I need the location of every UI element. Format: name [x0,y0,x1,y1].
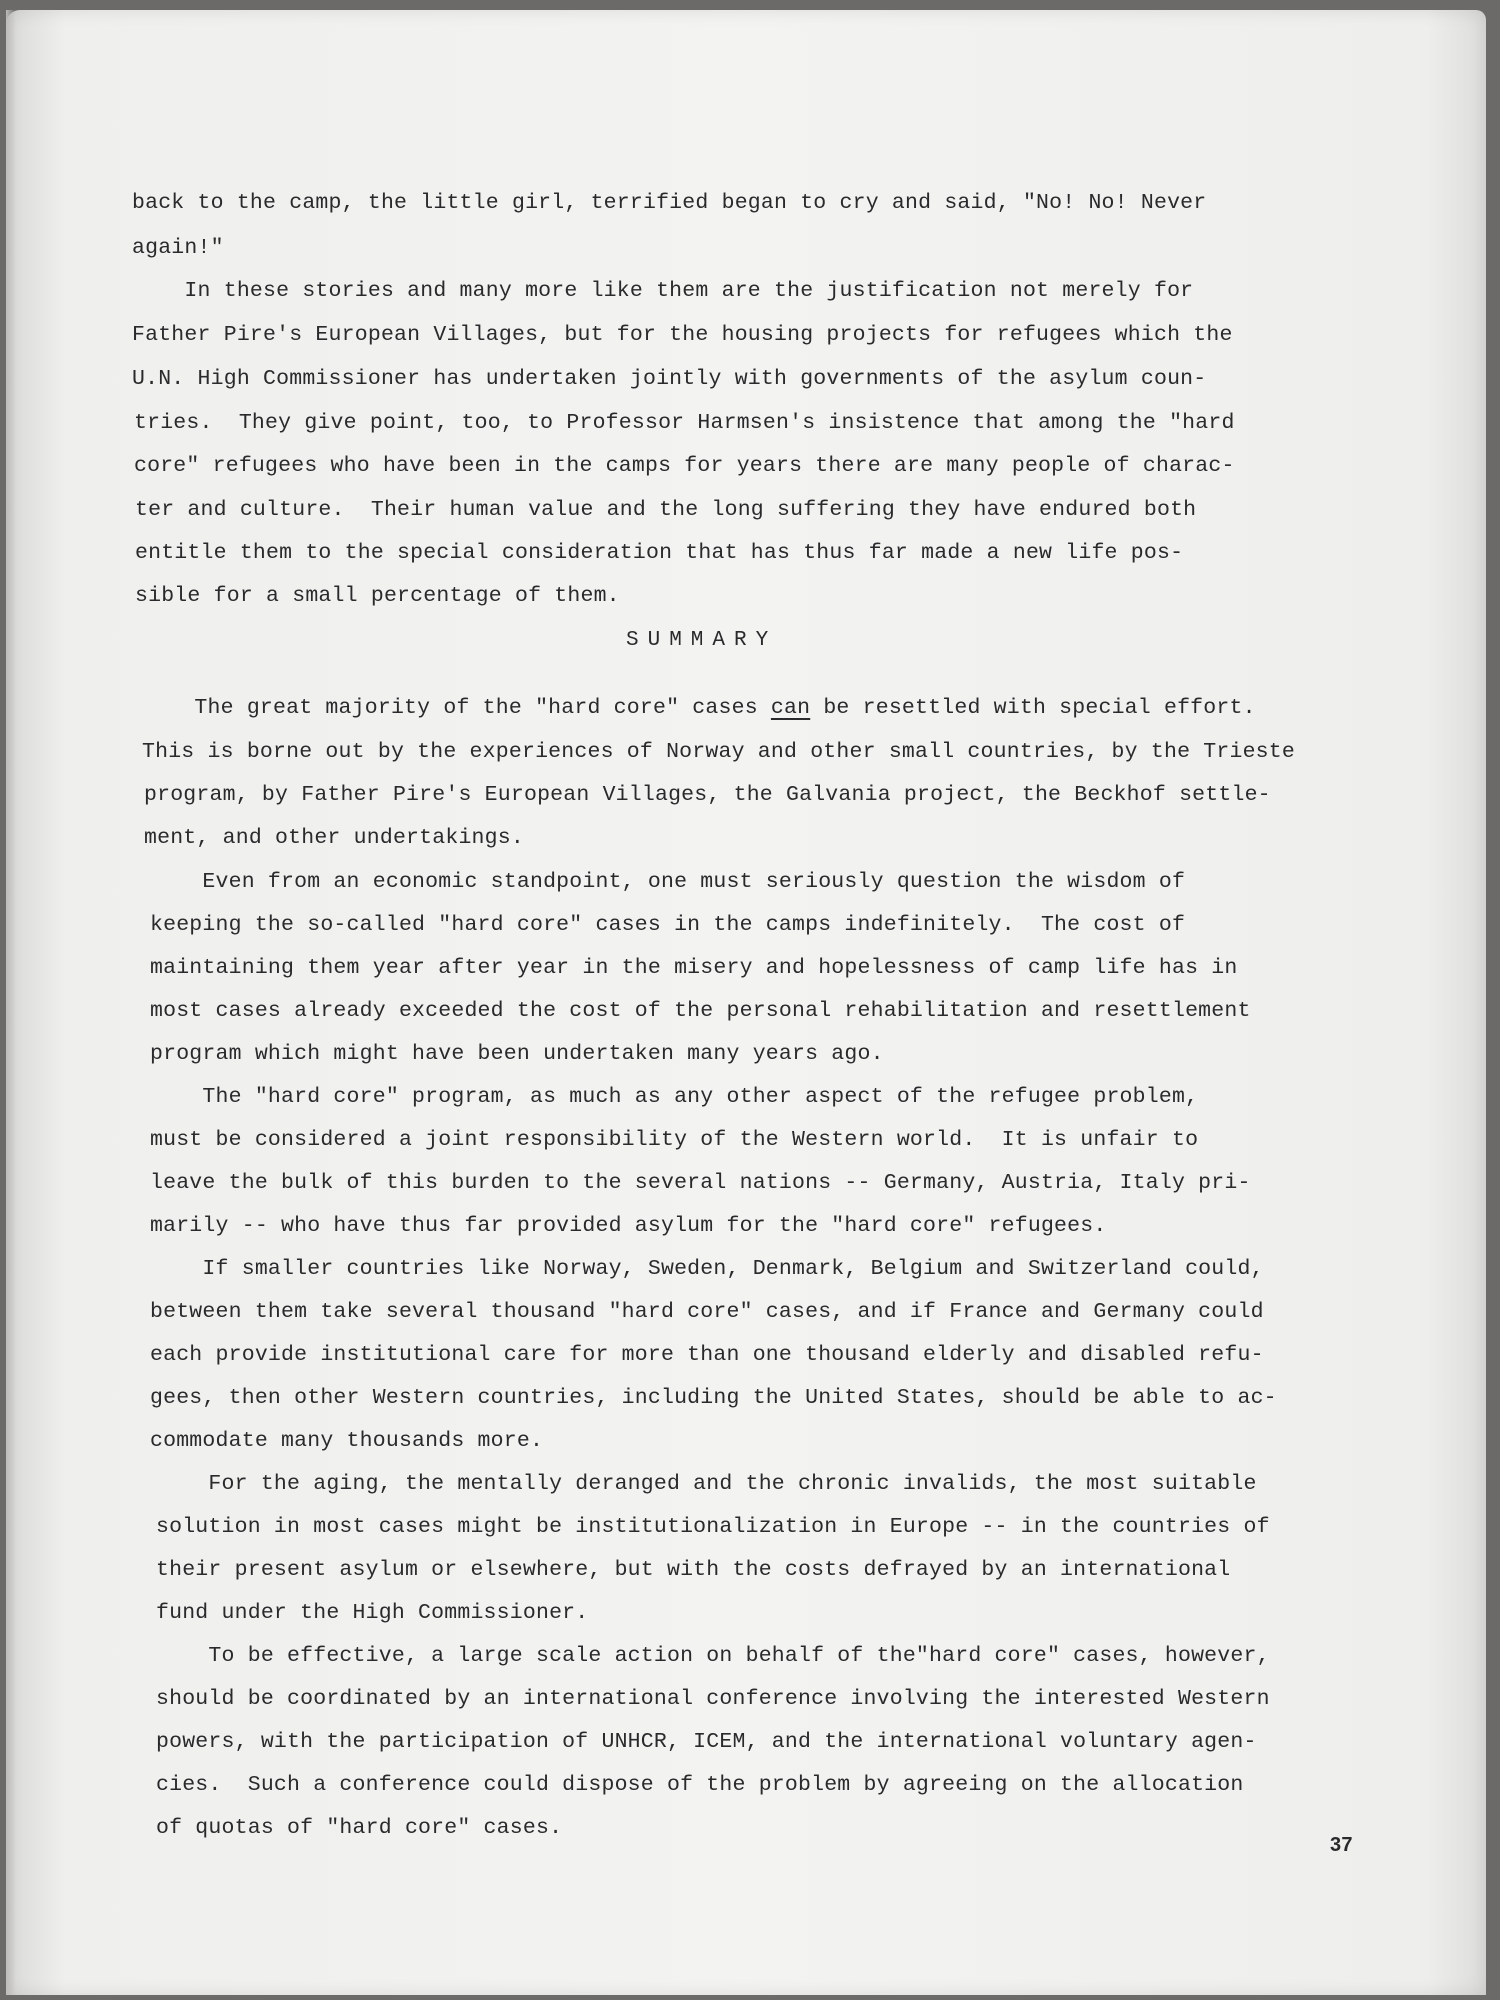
text-line: For the aging, the mentally deranged and the chronic invalids, the most suitable [156,1472,1257,1496]
text-line: program, by Father Pire's European Villages, the Galvania project, the Beckhof settle- [144,783,1271,807]
text-line: To be effective, a large scale action on behalf of the"hard core" cases, however, [156,1644,1270,1668]
text-segment: The great majority of the "hard core" cases [142,696,771,720]
text-line: each provide institutional care for more than one thousand elderly and disabled refu- [150,1343,1264,1367]
text-line: ter and culture. Their human value and the long suffering they have endured both [135,498,1197,522]
text-line: entitle them to the special consideration that has thus far made a new life pos- [135,541,1184,565]
underlined-word: can [770,696,811,720]
text-line: Father Pire's European Villages, but for the housing projects for refugees which the [132,323,1233,347]
text-line: leave the bulk of this burden to the several nations -- Germany, Austria, Italy pri- [150,1171,1251,1195]
text-line: gees, then other Western countries, including the United States, should be able to ac- [150,1386,1277,1410]
text-line: fund under the High Commissioner. [156,1601,589,1625]
text-line: must be considered a joint responsibility of the Western world. It is unfair to [150,1128,1199,1152]
text-line: Even from an economic standpoint, one must seriously question the wisdom of [150,870,1186,894]
text-line: The "hard core" program, as much as any other aspect of the refugee problem, [150,1085,1199,1109]
text-line: of quotas of "hard core" cases. [156,1816,563,1840]
text-line: cies. Such a conference could dispose of the problem by agreeing on the allocation [156,1773,1244,1797]
text-line: ment, and other undertakings. [144,826,524,850]
text-line [142,698,1256,720]
page-number: 37 [1330,1834,1353,1856]
text-line: In these stories and many more like them are the justification not merely for [132,279,1194,303]
text-line: powers, with the participation of UNHCR, ICEM, and the international voluntary agen- [156,1730,1257,1754]
text-line: This is borne out by the experiences of Norway and other small countries, by the Trieste [142,740,1295,764]
text-line: most cases already exceeded the cost of the personal rehabilitation and resettlement [150,999,1251,1023]
text-line: If smaller countries like Norway, Sweden, Denmark, Belgium and Switzerland could, [150,1257,1264,1281]
text-line: again!" [132,236,224,260]
text-line: commodate many thousands more. [150,1429,544,1453]
text-line: keeping the so-called "hard core" cases in the camps indefinitely. The cost of [150,913,1186,937]
text-line: marily -- who have thus far provided asylum for the "hard core" refugees. [150,1214,1107,1238]
text-line: sible for a small percentage of them. [135,584,620,608]
text-line: should be coordinated by an international conference involving the interested Western [156,1687,1270,1711]
section-heading: SUMMARY [626,629,778,652]
text-line: maintaining them year after year in the misery and hopelessness of camp life has in [150,956,1238,980]
text-line: between them take several thousand "hard core" cases, and if France and Germany could [150,1300,1264,1324]
text-line: back to the camp, the little girl, terrified began to cry and said, "No! No! Never [132,191,1207,215]
text-line: their present asylum or elsewhere, but with the costs defrayed by an international [156,1558,1231,1582]
text-segment: be resettled with special effort. [810,696,1256,720]
text-line: core" refugees who have been in the camps for years there are many people of charac- [134,454,1235,478]
text-line: solution in most cases might be institutionalization in Europe -- in the countries of [156,1515,1270,1539]
text-line: program which might have been undertaken many years ago. [150,1042,884,1066]
text-line: tries. They give point, too, to Professor Harmsen's insistence that among the "hard [134,411,1235,435]
text-line: U.N. High Commissioner has undertaken jointly with governments of the asylum coun- [132,367,1207,391]
